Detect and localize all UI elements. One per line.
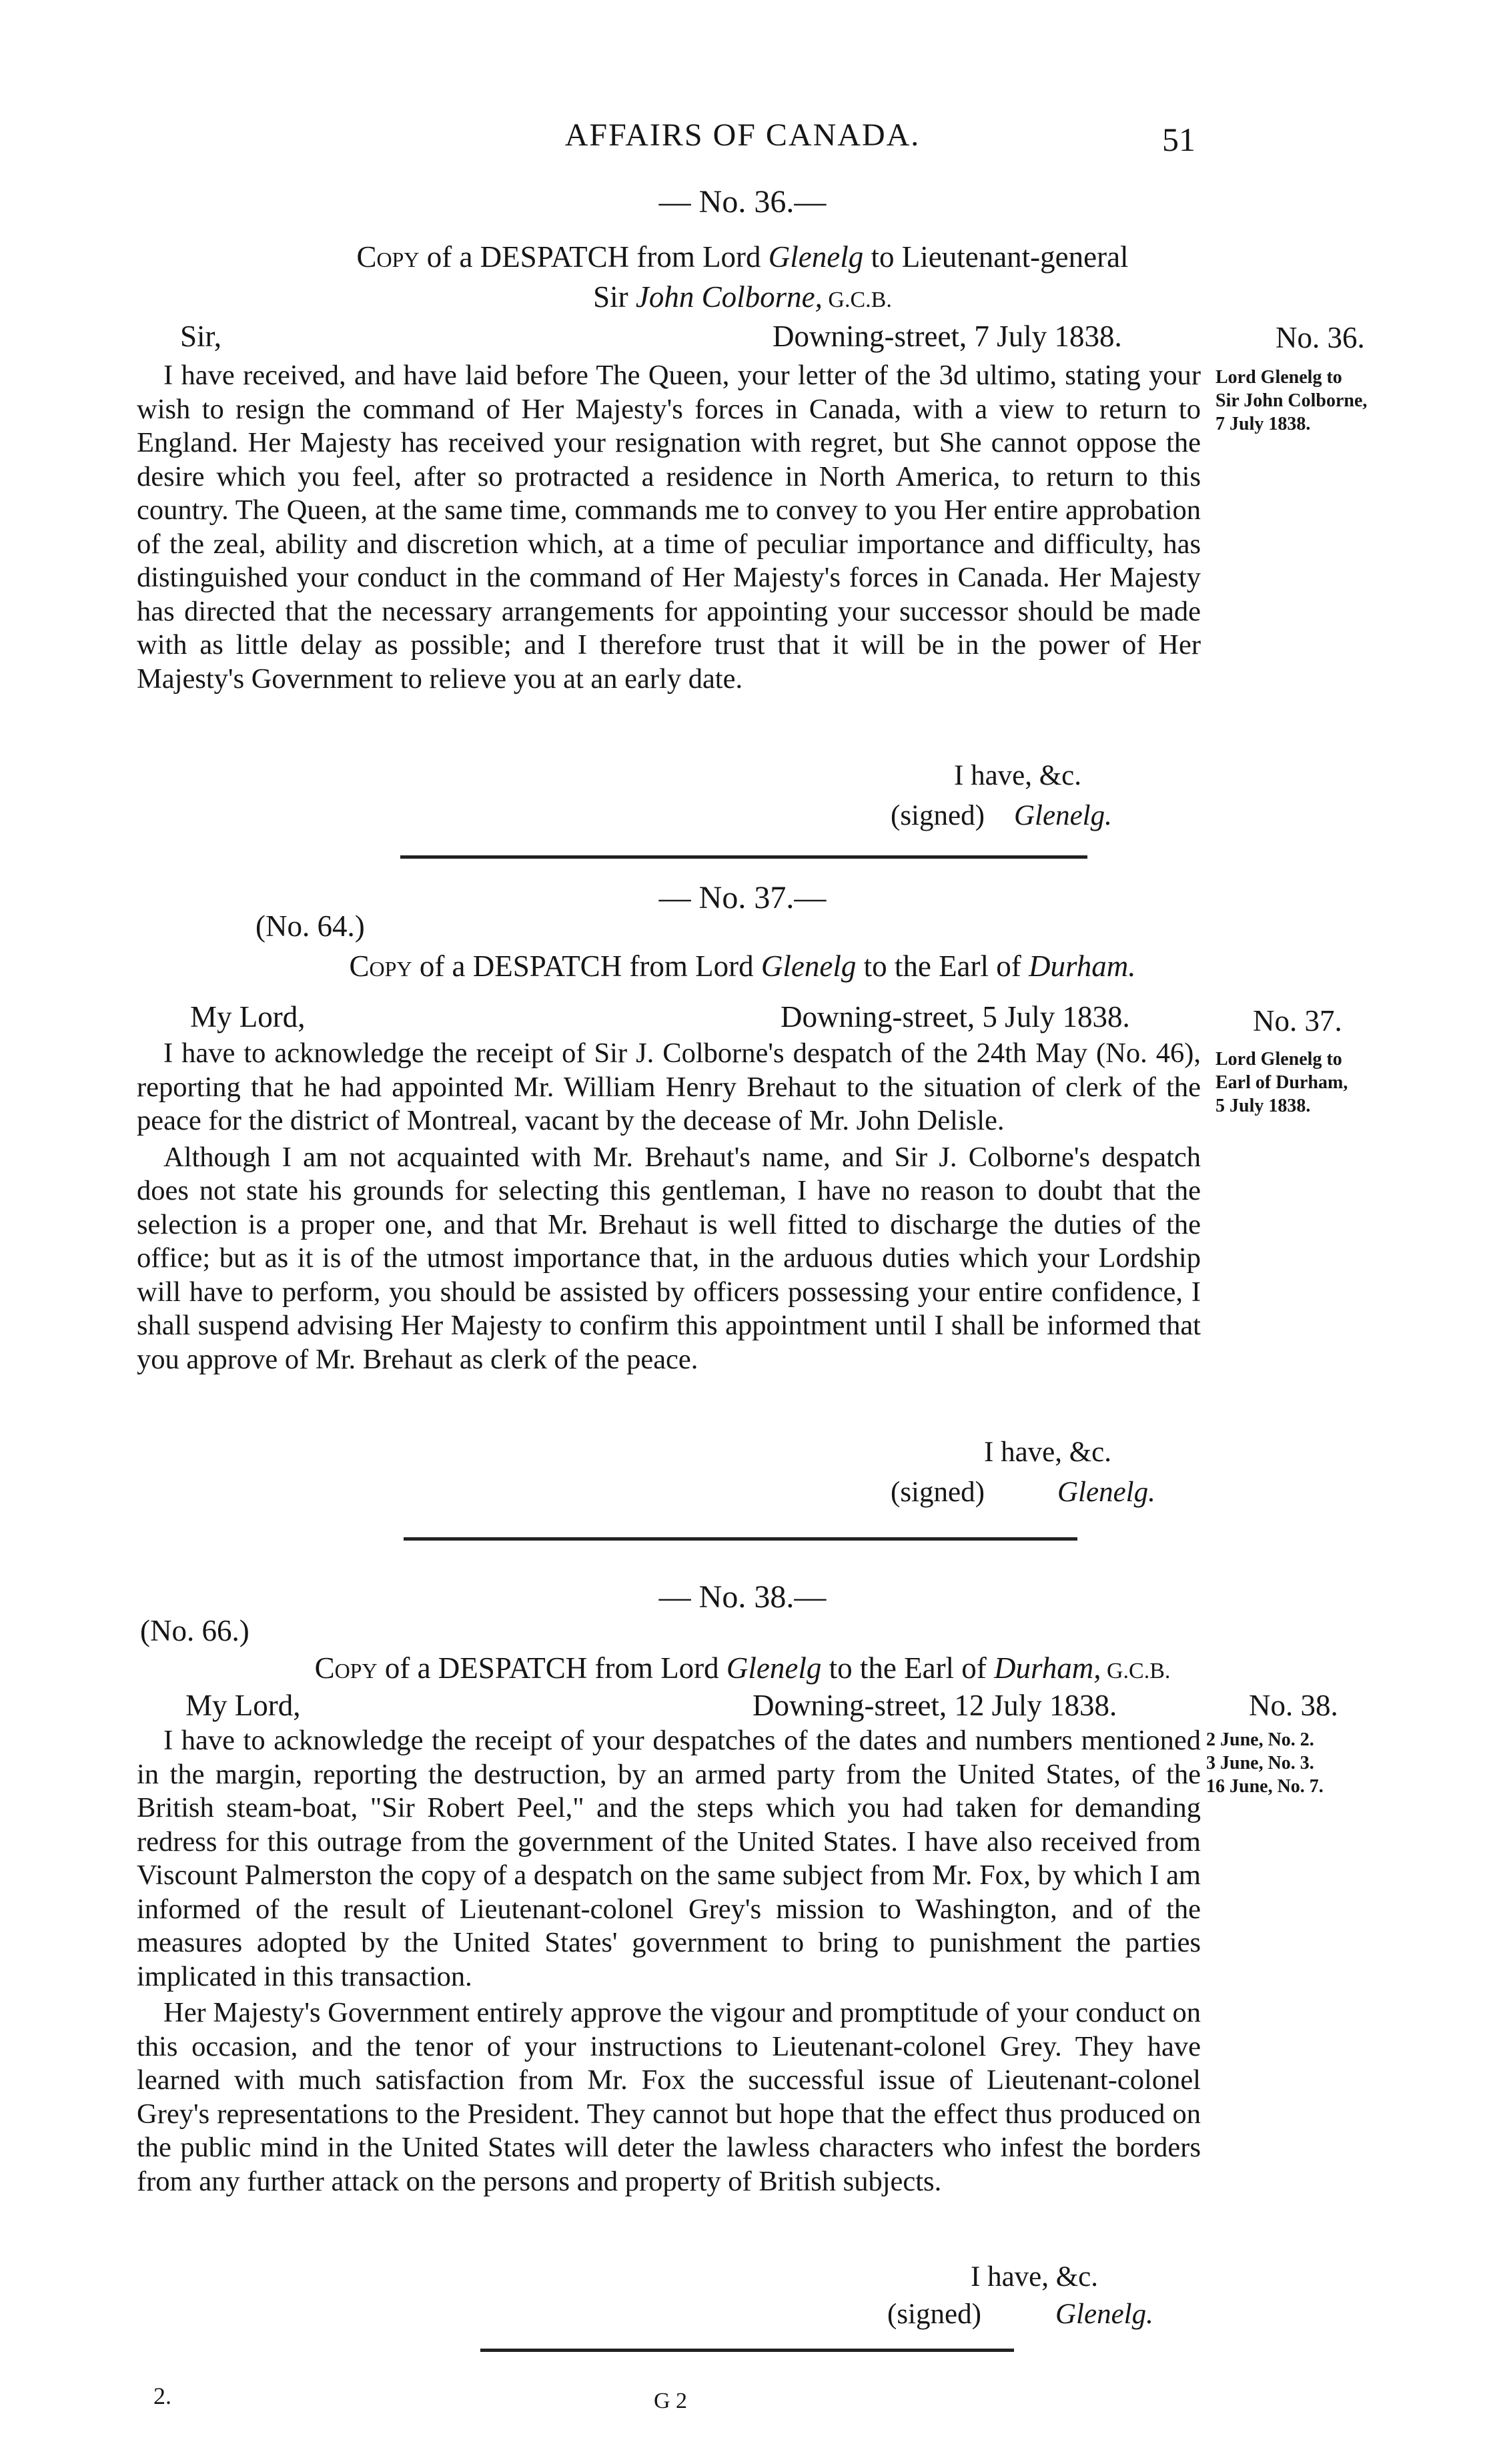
margin-ref: No. 37. bbox=[1253, 1004, 1342, 1038]
margin-note: Lord Glenelg to Earl of Durham, 5 July 1838. bbox=[1215, 1049, 1348, 1116]
despatch-title: Copy of a DESPATCH from Lord Glenelg to the Earl of Durham, G.C.B. bbox=[314, 1651, 1171, 1685]
closing: I have, &c. bbox=[971, 2261, 1099, 2293]
signed-label: (signed) bbox=[891, 800, 985, 831]
despatch-heading: — No. 36.— bbox=[658, 184, 827, 220]
signature: Glenelg. bbox=[1057, 1477, 1155, 1508]
divider-rule bbox=[404, 1537, 1077, 1541]
signature: Glenelg. bbox=[1014, 800, 1112, 831]
despatch-body bbox=[137, 1724, 1201, 2198]
paragraph: I have to acknowledge the receipt of Sir J. Colborne's despatch of the 24th May (No. 46), reporting that he had appointed Mr. William Henry Brehaut to the situation of clerk of the peace for the district of Montreal, vacant by the decease of Mr. John Delisle. bbox=[137, 1038, 1201, 1136]
closing: I have, &c. bbox=[984, 1436, 1112, 1468]
dateline: Downing-street, 5 July 1838. bbox=[781, 1000, 1130, 1034]
salutation: My Lord, bbox=[185, 1689, 301, 1722]
signed-label: (signed) bbox=[891, 1477, 985, 1508]
sub-number: (No. 66.) bbox=[140, 1614, 250, 1647]
signature: Glenelg. bbox=[1055, 2299, 1153, 2330]
paragraph: Although I am not acquainted with Mr. Brehaut's name, and Sir J. Colborne's despatch does not state his grounds for selecting this gentleman, I have no reason to doubt that the selection is a proper one, and that Mr. Brehaut is well fitted to discharge the duties of the office; but as it is of the utmost importance that, in the arduous duties which your Lordship will have to perform, you should be assisted by officers possessing your entire confidence, I shall suspend advising Her Majesty to confirm this appointment until I shall be informed that you approve of Mr. Brehaut as clerk of the peace. bbox=[137, 1141, 1201, 1375]
margin-note: 2 June, No. 2. 3 June, No. 3. 16 June, No. 7. bbox=[1206, 1729, 1324, 1797]
divider-rule bbox=[480, 2349, 1014, 2352]
salutation: Sir, bbox=[180, 320, 221, 353]
despatch-heading: — No. 37.— bbox=[658, 880, 827, 915]
paragraph: I have received, and have laid before The Queen, your letter of the 3d ultimo, stating your wish to resign the command of Her Majesty's forces in Canada, with a view to return to England. Her Majesty has received your resignation with regret, but She cannot oppose the desire which you feel, after so protracted a residence in North America, to return to this country. The Queen, at the same time, commands me to convey to you Her entire approbation of the zeal, ability and discretion which, at a time of peculiar importance and difficulty, has distinguished your conduct in the command of Her Majesty's forces in Canada. Her Majesty has directed that the necessary arrangements for appointing your successor should be made with as little delay as possible; and I therefore trust that it will be in the power of Her Majesty's Government to relieve you at an early date. bbox=[137, 360, 1201, 695]
signed-label: (signed) bbox=[887, 2299, 981, 2330]
sub-number: (No. 64.) bbox=[256, 909, 365, 943]
despatch-title: Copy of a DESPATCH from Lord Glenelg to Lieutenant-general Sir John Colborne, G.C.B. bbox=[356, 240, 1129, 314]
margin-note: Lord Glenelg to Sir John Colborne, 7 July 1838. bbox=[1215, 367, 1368, 434]
despatch-title: Copy of a DESPATCH from Lord Glenelg to the Earl of Durham. bbox=[349, 949, 1136, 983]
closing: I have, &c. bbox=[954, 760, 1082, 791]
signature-mark-center: G 2 bbox=[654, 2389, 688, 2413]
signature-mark: 2. bbox=[153, 2383, 171, 2409]
divider-rule bbox=[400, 855, 1087, 859]
despatch-body bbox=[137, 359, 1201, 696]
margin-ref: No. 36. bbox=[1276, 321, 1365, 354]
despatch-body bbox=[137, 1037, 1201, 1376]
dateline: Downing-street, 7 July 1838. bbox=[773, 320, 1122, 353]
salutation: My Lord, bbox=[190, 1000, 306, 1034]
title-copy: Copy bbox=[356, 240, 420, 274]
paragraph: Her Majesty's Government entirely approve the vigour and promptitude of your conduct on this occasion, and the tenor of your instructions to Lieutenant-colonel Grey. They have learned with much satisfaction from Mr. Fox the successful issue of Lieutenant-colonel Grey's representations to the President. They cannot but hope that the effect thus produced on the public mind in the United States will deter the lawless characters who infest the borders from any further attack on the persons and property of British subjects. bbox=[137, 1997, 1201, 2197]
running-header: AFFAIRS OF CANADA. bbox=[564, 117, 921, 153]
paragraph: I have to acknowledge the receipt of your despatches of the dates and numbers mentioned in the margin, reporting the destruction, by an armed party from the United States, of the British steam-boat, "Sir Robert Peel," and the steps which you had taken for demanding redress for this outrage from the government of the United States. I have also received from Viscount Palmerston the copy of a despatch on the same subject from Mr. Fox, by which I am informed of the result of Lieutenant-colonel Grey's mission to Washington, and of the measures adopted by the United States' government to bring to punishment the parties implicated in this transaction. bbox=[137, 1725, 1201, 1992]
despatch-heading: — No. 38.— bbox=[658, 1579, 827, 1615]
dateline: Downing-street, 12 July 1838. bbox=[753, 1689, 1117, 1722]
margin-ref: No. 38. bbox=[1249, 1689, 1338, 1722]
page-number: 51 bbox=[1162, 121, 1195, 158]
